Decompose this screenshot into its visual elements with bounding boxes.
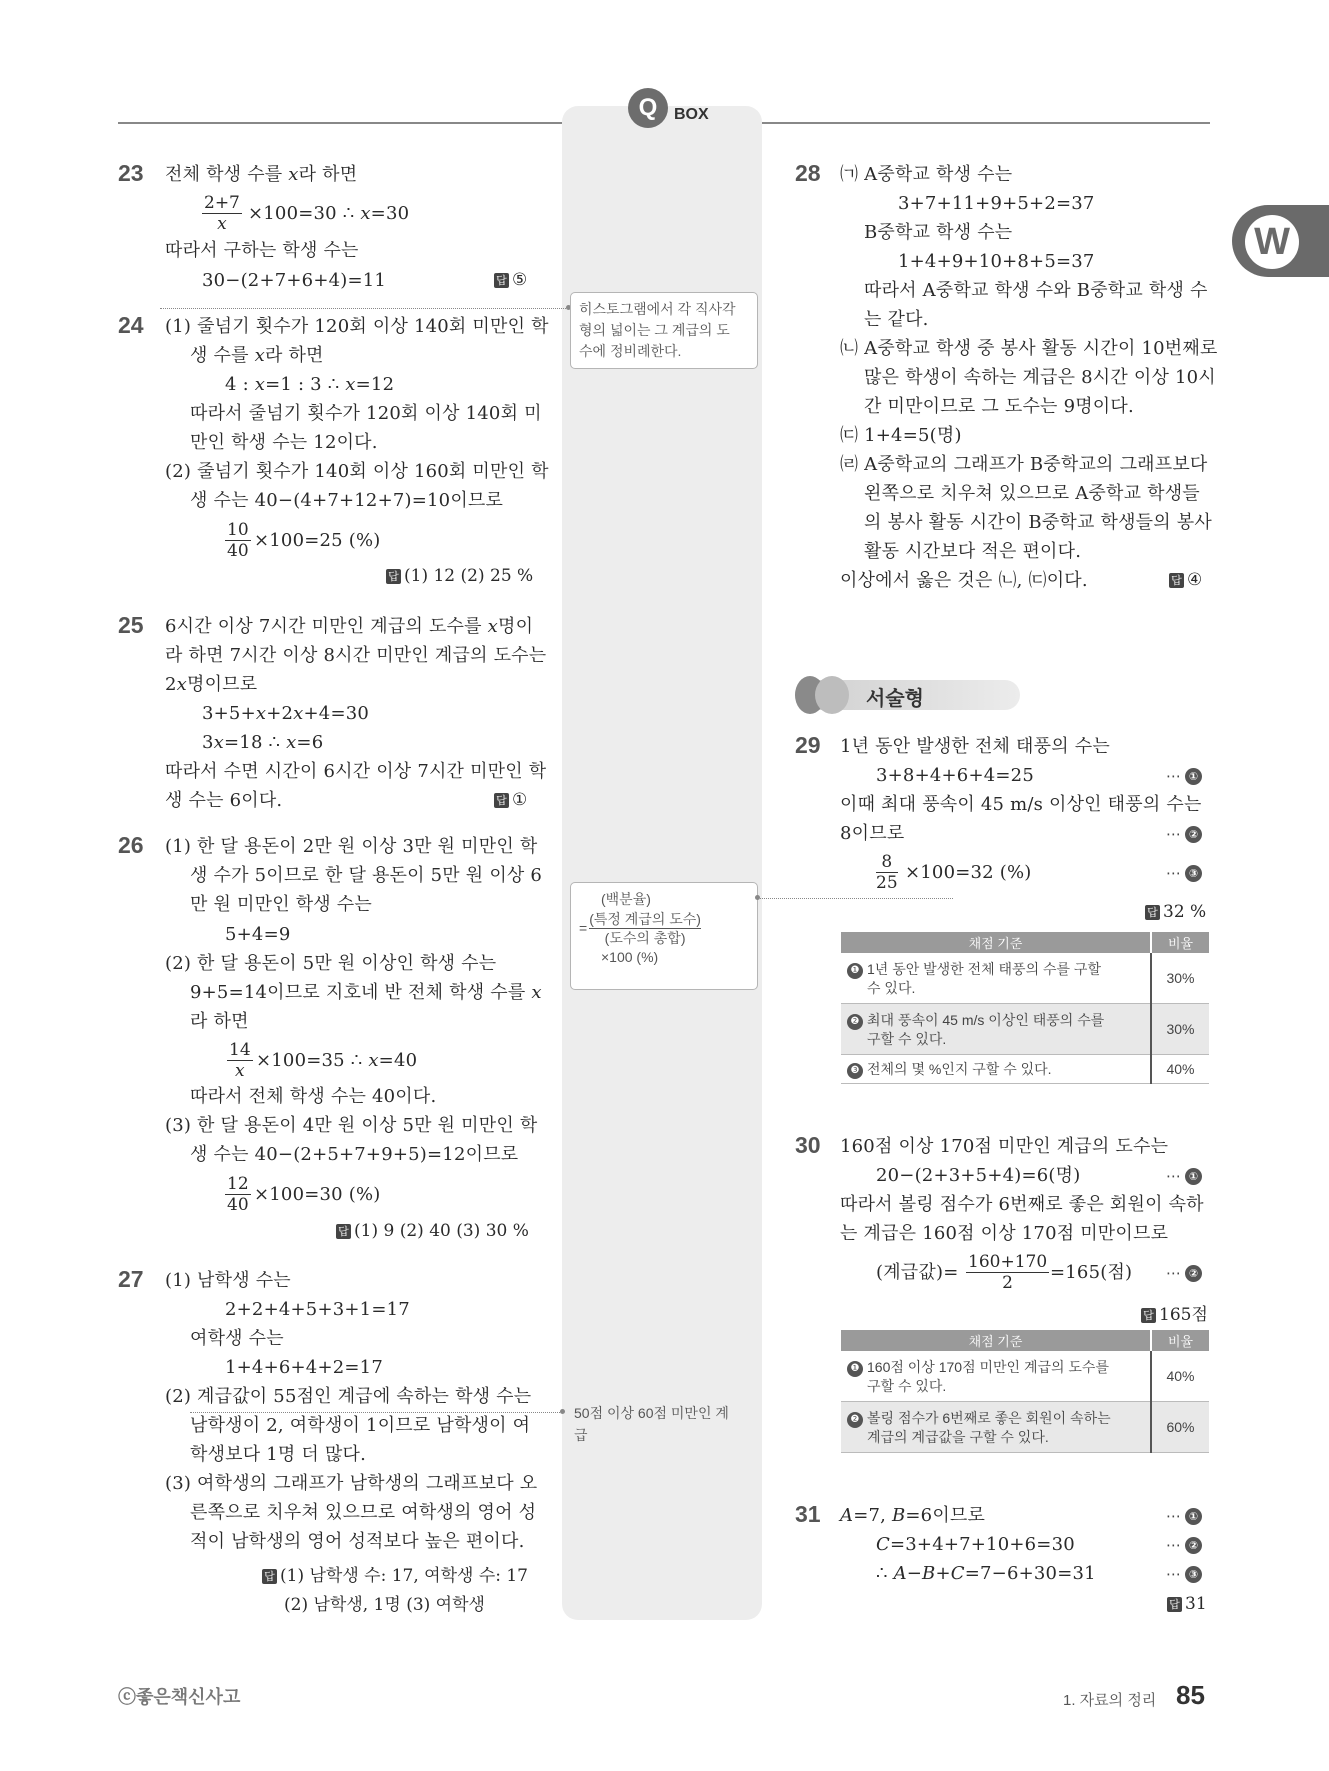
- equation: ×100=30 (%): [254, 1184, 381, 1205]
- answer-icon: 답: [1141, 1308, 1156, 1323]
- criterion-text: 160점 이상 170점 미만인 계급의 도수를: [867, 1358, 1109, 1375]
- criterion-number: ❶: [847, 1361, 863, 1377]
- table-header: 채점 기준: [841, 1330, 1151, 1351]
- equation: ×100=30 ∴ 𝑥=30: [248, 203, 410, 224]
- step-dots: ⋯: [1166, 1264, 1181, 1282]
- answer: [1167, 1594, 1207, 1614]
- equation: 1+4+9+10+8+5=37: [898, 251, 1095, 272]
- criterion-ratio: 30%: [1151, 1004, 1209, 1055]
- step-marker: [1166, 825, 1202, 843]
- note-denominator: (도수의 총합): [604, 930, 686, 946]
- equation: 2+2+4+5+3+1=17: [225, 1299, 410, 1320]
- leader-dot: [560, 1409, 565, 1414]
- step-number: ②: [1185, 826, 1202, 843]
- text-line: ㈀ A중학교 학생 수는: [840, 164, 1013, 185]
- step-dots: ⋯: [1166, 767, 1181, 785]
- equation: 3+5+𝑥+2𝑥+4=30: [202, 703, 370, 724]
- note-numerator: (특정 계급의 도수): [589, 911, 701, 927]
- text-line: B중학교 학생 수는: [864, 222, 1013, 243]
- denominator: 40: [227, 1195, 249, 1215]
- side-tab-icon: W: [1245, 215, 1299, 269]
- text-line: 여학생 수는: [190, 1328, 284, 1349]
- criterion-number: ❸: [847, 1063, 863, 1079]
- step-number: ③: [1185, 1566, 1202, 1583]
- note-line: 50점 이상 60점 미만인 계: [574, 1405, 729, 1421]
- equation: 20−(2+3+5+4)=6(명): [876, 1165, 1081, 1186]
- step-dots: ⋯: [1166, 1167, 1181, 1185]
- equation: =165(점): [1050, 1262, 1133, 1283]
- text-line: 라 하면: [190, 1011, 249, 1032]
- equation: 3+8+4+6+4=25: [876, 765, 1034, 786]
- answer-value: (1) 12 (2) 25 %: [404, 566, 534, 586]
- text-line: 따라서 볼링 점수가 6번째로 좋은 회원이 속하: [840, 1194, 1204, 1215]
- text-line: (2) 계급값이 55점인 계급에 속하는 학생 수는: [165, 1386, 532, 1407]
- text-line: 이상에서 옳은 것은 ㈁, ㈂이다.: [840, 570, 1088, 591]
- criterion-number: ❷: [847, 1014, 863, 1030]
- equation: ×100=32 (%): [905, 862, 1032, 883]
- table-header: 비율: [1151, 1330, 1209, 1351]
- answer: [386, 566, 533, 586]
- text-line: 생 수를 𝑥라 하면: [190, 345, 324, 366]
- text-line: 만 원 미만인 학생 수는: [190, 894, 372, 915]
- step-marker: [1166, 1536, 1202, 1554]
- note-tail: ×100 (%): [601, 949, 659, 965]
- step-marker: [1166, 1565, 1202, 1583]
- text-line: 생 수는 6이다.: [165, 790, 283, 811]
- denominator: 𝑥: [235, 1061, 245, 1081]
- answer-value: 31: [1185, 1594, 1207, 1614]
- denominator: 40: [227, 541, 249, 561]
- text-line: 적이 남학생의 영어 성적보다 높은 편이다.: [190, 1531, 525, 1552]
- question-number: 28: [795, 160, 821, 186]
- criterion-text: 수 있다.: [867, 979, 916, 996]
- equation: ∴ 𝐴−𝐵+𝐶=7−6+30=31: [876, 1563, 1096, 1584]
- criterion-ratio: 40%: [1151, 1055, 1209, 1084]
- equation: 3+7+11+9+5+2=37: [898, 193, 1095, 214]
- text-line: 는 같다.: [864, 309, 929, 330]
- answer: [262, 1561, 528, 1586]
- scoring-table: [841, 932, 1209, 1084]
- answer-icon: 답: [1145, 905, 1160, 920]
- equation: 30−(2+7+6+4)=11: [202, 270, 387, 291]
- qbox-note-histogram: [570, 292, 758, 369]
- text-line: 160점 이상 170점 미만인 계급의 도수는: [840, 1136, 1169, 1157]
- text-line: 생 수가 5이므로 한 달 용돈이 5만 원 이상 6: [190, 865, 543, 886]
- numerator: 14: [229, 1040, 251, 1060]
- text-line: 9+5=14이므로 지호네 반 전체 학생 수를 𝑥: [190, 982, 542, 1003]
- table-row: [841, 953, 1209, 1004]
- text-line: (3) 한 달 용돈이 4만 원 이상 5만 원 미만인 학: [165, 1115, 538, 1136]
- text-line: ㈁ A중학교 학생 중 봉사 활동 시간이 10번째로: [840, 338, 1218, 359]
- text-line: ㈃ A중학교의 그래프가 B중학교의 그래프보다: [840, 454, 1208, 475]
- denominator: 2: [1002, 1273, 1013, 1293]
- question-number: 23: [118, 160, 144, 186]
- criterion-ratio: 30%: [1151, 953, 1209, 1004]
- equation: (계급값)=: [876, 1262, 959, 1283]
- step-marker: [1166, 864, 1202, 882]
- step-dots: ⋯: [1166, 1536, 1181, 1554]
- answer: [336, 1221, 529, 1241]
- criterion-ratio: 40%: [1151, 1351, 1209, 1402]
- equation: ×100=25 (%): [254, 530, 381, 551]
- text-line: 학생보다 1명 더 많다.: [190, 1444, 367, 1465]
- text-line: 간 미만이므로 그 도수는 9명이다.: [864, 396, 1134, 417]
- table-row: [841, 1055, 1209, 1084]
- step-dots: ⋯: [1166, 864, 1181, 882]
- answer-icon: 답: [262, 1569, 277, 1584]
- answer-icon: 답: [386, 569, 401, 584]
- qbox-title: BOX: [674, 106, 709, 123]
- qbox-note-percentage: [570, 882, 758, 990]
- text-line: 1년 동안 발생한 전체 태풍의 수는: [840, 736, 1110, 757]
- question-number: 30: [795, 1132, 821, 1158]
- question-number: 26: [118, 832, 144, 858]
- answer: [284, 1590, 485, 1615]
- criterion-text: 구할 수 있다.: [867, 1030, 947, 1047]
- scoring-table: [841, 1330, 1209, 1453]
- text-line: 라 하면 7시간 이상 8시간 미만인 계급의 도수는: [165, 645, 547, 666]
- text-line: 2𝑥명이므로: [165, 674, 258, 695]
- step-number: ③: [1185, 865, 1202, 882]
- text-line: 는 계급은 160점 이상 170점 미만이므로: [840, 1223, 1169, 1244]
- text-line: 따라서 구하는 학생 수는: [165, 240, 359, 261]
- equation: 𝐴=7, 𝐵=6이므로: [840, 1505, 986, 1526]
- leader-line: [160, 308, 570, 309]
- note-line: 급: [574, 1427, 588, 1443]
- text-line: (2) 한 달 용돈이 5만 원 이상인 학생 수는: [165, 953, 497, 974]
- text-line: 의 봉사 활동 시간이 B중학교 학생들의 봉사: [864, 512, 1212, 533]
- fraction: [225, 1174, 251, 1215]
- text-line: (2) 줄넘기 횟수가 140회 이상 160회 미만인 학: [165, 461, 549, 482]
- question-number: 24: [118, 312, 144, 338]
- text-line: 8이므로: [840, 823, 905, 844]
- text-line: 6시간 이상 7시간 미만인 계급의 도수를 𝑥명이: [165, 616, 534, 637]
- step-number: ②: [1185, 1537, 1202, 1554]
- step-number: ②: [1185, 1265, 1202, 1282]
- answer-value: 165점: [1159, 1305, 1208, 1325]
- text-line: 많은 학생이 속하는 계급은 8시간 이상 10시: [864, 367, 1216, 388]
- question-number: 27: [118, 1266, 144, 1292]
- answer-value: ①: [512, 790, 528, 810]
- equation: 1+4+6+4+2=17: [225, 1357, 383, 1378]
- text-line: 이때 최대 풍속이 45 m/s 이상인 태풍의 수는: [840, 794, 1202, 815]
- criterion-text: 계급의 계급값을 구할 수 있다.: [867, 1428, 1049, 1445]
- answer: [494, 270, 527, 290]
- numerator: 10: [227, 520, 249, 540]
- step-dots: ⋯: [1166, 825, 1181, 843]
- fraction: [966, 1252, 1049, 1293]
- equation: 3𝑥=18 ∴ 𝑥=6: [202, 732, 324, 753]
- answer-value: (1) 남학생 수: 17, 여학생 수: 17: [280, 1566, 529, 1586]
- table-header: 채점 기준: [841, 932, 1151, 953]
- answer-icon: 답: [1167, 1597, 1182, 1612]
- step-dots: ⋯: [1166, 1507, 1181, 1525]
- step-number: ①: [1185, 1508, 1202, 1525]
- step-marker: [1166, 1167, 1202, 1185]
- step-number: ①: [1185, 1168, 1202, 1185]
- question-number: 29: [795, 732, 821, 758]
- criterion-number: ❷: [847, 1412, 863, 1428]
- answer-value: (2) 남학생, 1명 (3) 여학생: [284, 1595, 485, 1615]
- text-line: 만인 학생 수는 12이다.: [190, 432, 378, 453]
- text-line: 따라서 전체 학생 수는 40이다.: [190, 1086, 437, 1107]
- qbox-note-class: [574, 1402, 754, 1446]
- denominator: 𝑥: [217, 214, 227, 234]
- table-row: [841, 1402, 1209, 1453]
- answer: [1169, 570, 1202, 590]
- step-dots: ⋯: [1166, 1565, 1181, 1583]
- answer-value: (1) 9 (2) 40 (3) 30 %: [354, 1221, 529, 1241]
- fraction: [876, 852, 898, 893]
- answer-icon: 답: [494, 273, 509, 288]
- denominator: 25: [876, 873, 898, 893]
- numerator: 160+170: [968, 1252, 1048, 1272]
- text-line: (1) 줄넘기 횟수가 120회 이상 140회 미만인 학: [165, 316, 549, 337]
- text-line: 생 수는 40−(2+5+7+9+5)=12이므로: [190, 1144, 519, 1165]
- section-icon: [815, 676, 849, 714]
- table-row: [841, 1004, 1209, 1055]
- note-label: (백분율): [601, 891, 651, 907]
- answer: [1141, 1300, 1208, 1325]
- text-line: 따라서 줄넘기 횟수가 120회 이상 140회 미: [190, 403, 542, 424]
- text-line: 남학생이 2, 여학생이 1이므로 남학생이 여: [190, 1415, 531, 1436]
- text-line: 활동 시간보다 적은 편이다.: [864, 541, 1082, 562]
- text-line: (1) 남학생 수는: [165, 1270, 291, 1291]
- answer-value: 32 %: [1163, 902, 1207, 922]
- table-header: 비율: [1151, 932, 1209, 953]
- table-row: [841, 1351, 1209, 1402]
- fraction: [227, 1040, 253, 1081]
- step-number: ①: [1185, 768, 1202, 785]
- leader-line: [758, 898, 953, 899]
- equation: 4 : 𝑥=1 : 3 ∴ 𝑥=12: [225, 374, 395, 395]
- section-title: 서술형: [866, 688, 924, 710]
- answer: [494, 790, 527, 810]
- chapter-title: 1. 자료의 정리: [1063, 1692, 1157, 1709]
- equation: ×100=35 ∴ 𝑥=40: [256, 1050, 418, 1071]
- text-line: 른쪽으로 치우쳐 있으므로 여학생의 영어 성: [190, 1502, 537, 1523]
- question-number: 25: [118, 612, 144, 638]
- text-line: (1) 한 달 용돈이 2만 원 이상 3만 원 미만인 학: [165, 836, 538, 857]
- equals-sign: =: [579, 920, 588, 936]
- answer-value: ④: [1187, 570, 1203, 590]
- numerator: 8: [876, 852, 898, 873]
- text-line: 따라서 수면 시간이 6시간 이상 7시간 미만인 학: [165, 761, 547, 782]
- fraction: [225, 520, 251, 561]
- criterion-text: 전체의 몇 %인지 구할 수 있다.: [867, 1060, 1052, 1077]
- numerator: 2+7: [204, 193, 240, 213]
- answer-icon: 답: [336, 1224, 351, 1239]
- criterion-number: ❶: [847, 963, 863, 979]
- criterion-text: 1년 동안 발생한 전체 태풍의 수를 구할: [867, 960, 1101, 977]
- text-line: (3) 여학생의 그래프가 남학생의 그래프보다 오: [165, 1473, 538, 1494]
- step-marker: [1166, 767, 1202, 785]
- equation: 5+4=9: [225, 924, 291, 945]
- text-line: 생 수는 40−(4+7+12+7)=10이므로: [190, 490, 504, 511]
- page-number: 85: [1176, 1680, 1205, 1710]
- answer-value: ⑤: [512, 270, 528, 290]
- publisher-logo: ⓒ좋은책신사고: [118, 1687, 241, 1707]
- leader-dot: [755, 895, 760, 900]
- qbox-logo: Q: [628, 88, 668, 128]
- text-line: 왼쪽으로 치우쳐 있으므로 A중학교 학생들: [864, 483, 1200, 504]
- criterion-ratio: 60%: [1151, 1402, 1209, 1453]
- numerator: 12: [227, 1174, 249, 1194]
- answer-icon: 답: [1169, 573, 1184, 588]
- text-line: 전체 학생 수를 𝑥라 하면: [165, 164, 358, 185]
- step-marker: [1166, 1507, 1202, 1525]
- criterion-text: 구할 수 있다.: [867, 1377, 947, 1394]
- note-line: 형의 넓이는 그 계급의 도: [579, 322, 730, 338]
- criterion-text: 최대 풍속이 45 m/s 이상인 태풍의 수를: [867, 1011, 1105, 1028]
- text-line: 따라서 A중학교 학생 수와 B중학교 학생 수: [864, 280, 1208, 301]
- equation: 𝐶=3+4+7+10+6=30: [876, 1534, 1075, 1555]
- criterion-text: 볼링 점수가 6번째로 좋은 회원이 속하는: [867, 1409, 1111, 1426]
- note-line: 수에 정비례한다.: [579, 343, 682, 359]
- answer-icon: 답: [494, 793, 509, 808]
- answer: [1145, 902, 1206, 922]
- question-number: 31: [795, 1501, 821, 1527]
- step-marker: [1166, 1264, 1202, 1282]
- note-line: 히스토그램에서 각 직사각: [579, 301, 736, 317]
- text-line: ㈂ 1+4=5(명): [840, 425, 962, 446]
- fraction: [202, 193, 242, 234]
